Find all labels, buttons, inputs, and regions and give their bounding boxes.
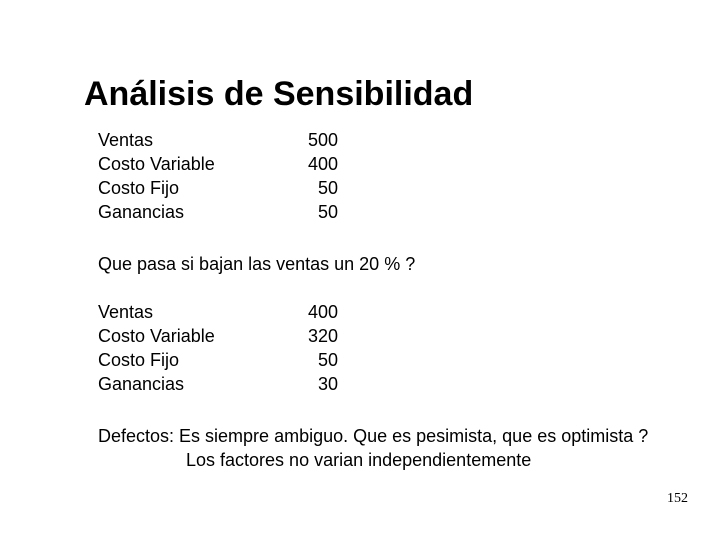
table-row	[98, 152, 338, 176]
row-value: 320	[307, 326, 338, 346]
row-label: Costo Variable	[98, 154, 215, 174]
defects-note	[98, 424, 648, 472]
sensitivity-question: Que pasa si bajan las ventas un 20 % ?	[98, 254, 416, 274]
table-row	[98, 200, 338, 224]
defects-line-1: Defectos: Es siempre ambiguo. Que es pesimista, que es optimista ?	[98, 426, 649, 446]
table-row	[98, 300, 338, 324]
table-row	[98, 128, 338, 152]
drop-scenario-table	[98, 300, 338, 396]
base-scenario-table	[98, 128, 338, 224]
row-label: Ganancias	[98, 374, 185, 394]
row-label: Costo Variable	[98, 326, 215, 346]
row-value: 50	[317, 178, 338, 198]
row-label: Ventas	[98, 302, 154, 322]
table-row	[98, 176, 338, 200]
row-label: Costo Fijo	[98, 350, 180, 370]
row-value: 50	[317, 202, 338, 222]
slide-title: Análisis de Sensibilidad	[84, 75, 474, 113]
row-label: Ventas	[98, 130, 154, 150]
row-label: Ganancias	[98, 202, 185, 222]
row-value: 500	[307, 130, 338, 150]
table-row	[98, 324, 338, 348]
table-row	[98, 372, 338, 396]
defects-line-2: Los factores no varian independientemente	[186, 450, 532, 470]
row-value: 30	[317, 374, 338, 394]
page-number: 152	[667, 491, 688, 506]
row-value: 400	[307, 154, 338, 174]
row-value: 400	[307, 302, 338, 322]
row-value: 50	[317, 350, 338, 370]
row-label: Costo Fijo	[98, 178, 180, 198]
table-row	[98, 348, 338, 372]
